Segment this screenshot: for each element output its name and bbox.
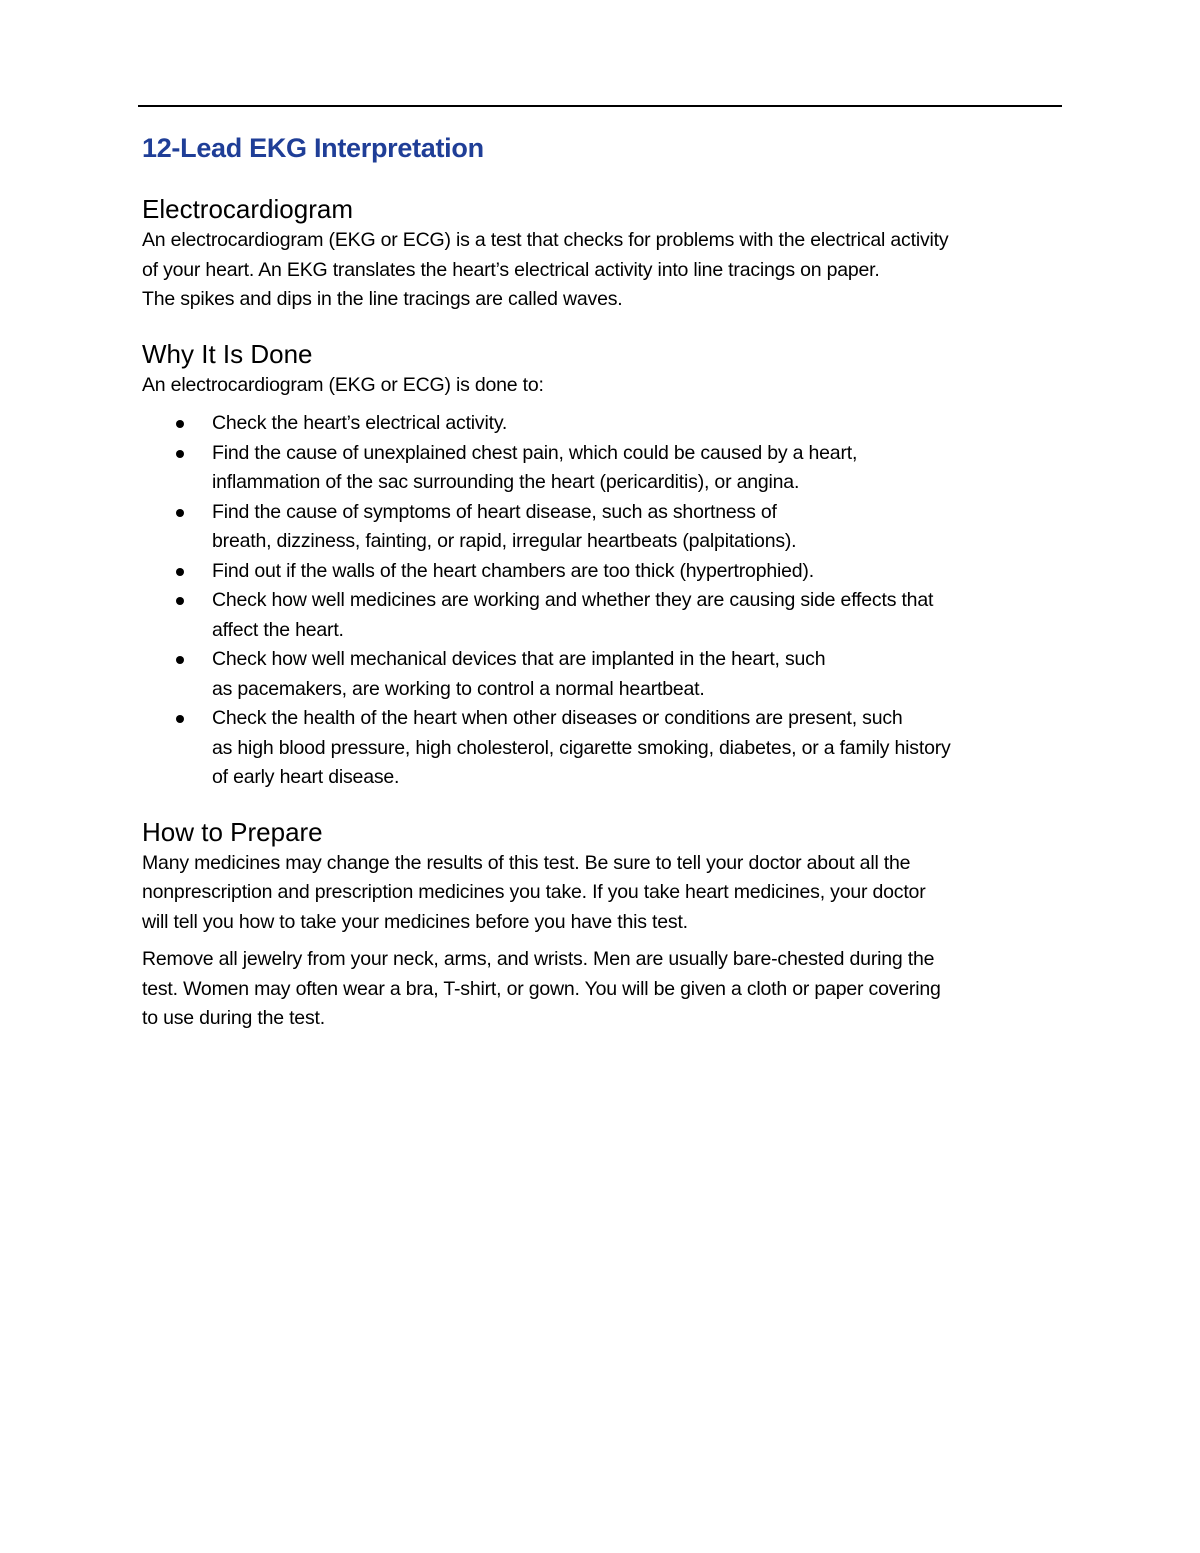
text-line: Find out if the walls of the heart chambers are too thick (hypertrophied).: [212, 559, 814, 582]
text-line: Remove all jewelry from your neck, arms, and wrists. Men are usually bare-chested during the: [142, 948, 935, 970]
text-line: An electrocardiogram (EKG or ECG) is a test that checks for problems with the electrical activity: [142, 229, 949, 251]
text-line: Many medicines may change the results of this test. Be sure to tell your doctor about all the: [142, 851, 911, 874]
document-body: [142, 128, 1062, 1034]
bullet-icon: [176, 656, 184, 664]
header-rule: [138, 105, 1062, 107]
section-why-it-is-done: [142, 337, 1062, 793]
text-line: Find the cause of symptoms of heart disease, such as shortness of: [212, 500, 777, 523]
text-line: Check how well mechanical devices that are implanted in the heart, such: [212, 648, 826, 670]
text-line: of early heart disease.: [212, 766, 400, 788]
text-line: will tell you how to take your medicines before you have this test.: [142, 910, 688, 933]
text-line: Check how well medicines are working and whether they are causing side effects that: [212, 589, 934, 611]
list-item: [142, 439, 1062, 498]
bullet-icon: [176, 715, 184, 723]
bullet-icon: [176, 597, 184, 605]
text-line: to use during the test.: [142, 1007, 325, 1029]
intro-text: An electrocardiogram (EKG or ECG) is done to:: [142, 373, 544, 396]
text-line: test. Women may often wear a bra, T-shirt, or gown. You will be given a cloth or paper covering: [142, 977, 941, 1000]
bullet-list: [142, 409, 1062, 793]
text-line: Find the cause of unexplained chest pain, which could be caused by a heart,: [212, 441, 858, 464]
paragraph: [142, 945, 1062, 1034]
list-item: [142, 586, 1062, 645]
paragraph: [142, 226, 1062, 315]
section-heading: Why It Is Done: [142, 338, 313, 369]
list-item: [142, 704, 1062, 793]
list-item: [142, 498, 1062, 557]
list-item: [142, 409, 1062, 439]
text-line: of your heart. An EKG translates the heart’s electrical activity into line tracings on paper.: [142, 258, 880, 281]
list-item: [142, 645, 1062, 704]
text-line: breath, dizziness, fainting, or rapid, irregular heartbeats (palpitations).: [212, 530, 797, 552]
text-line: affect the heart.: [212, 618, 344, 641]
text-line: The spikes and dips in the line tracings are called waves.: [142, 288, 623, 310]
text-line: Check the heart’s electrical activity.: [212, 412, 508, 434]
section-how-to-prepare: [142, 815, 1062, 1034]
section-heading: How to Prepare: [142, 816, 323, 847]
bullet-icon: [176, 509, 184, 517]
bullet-icon: [176, 450, 184, 458]
text-line: inflammation of the sac surrounding the heart (pericarditis), or angina.: [212, 471, 800, 493]
text-line: nonprescription and prescription medicines you take. If you take heart medicines, your doctor: [142, 881, 926, 903]
list-item: [142, 557, 1062, 587]
section-heading: Electrocardiogram: [142, 194, 353, 224]
text-line: as pacemakers, are working to control a normal heartbeat.: [212, 677, 705, 700]
text-line: as high blood pressure, high cholesterol, cigarette smoking, diabetes, or a family history: [212, 736, 951, 759]
document-title: 12-Lead EKG Interpretation: [142, 133, 484, 163]
text-line: Check the health of the heart when other diseases or conditions are present, such: [212, 707, 903, 729]
paragraph: [142, 849, 1062, 938]
bullet-icon: [176, 568, 184, 576]
section-electrocardiogram: [142, 192, 1062, 315]
bullet-icon: [176, 420, 184, 428]
